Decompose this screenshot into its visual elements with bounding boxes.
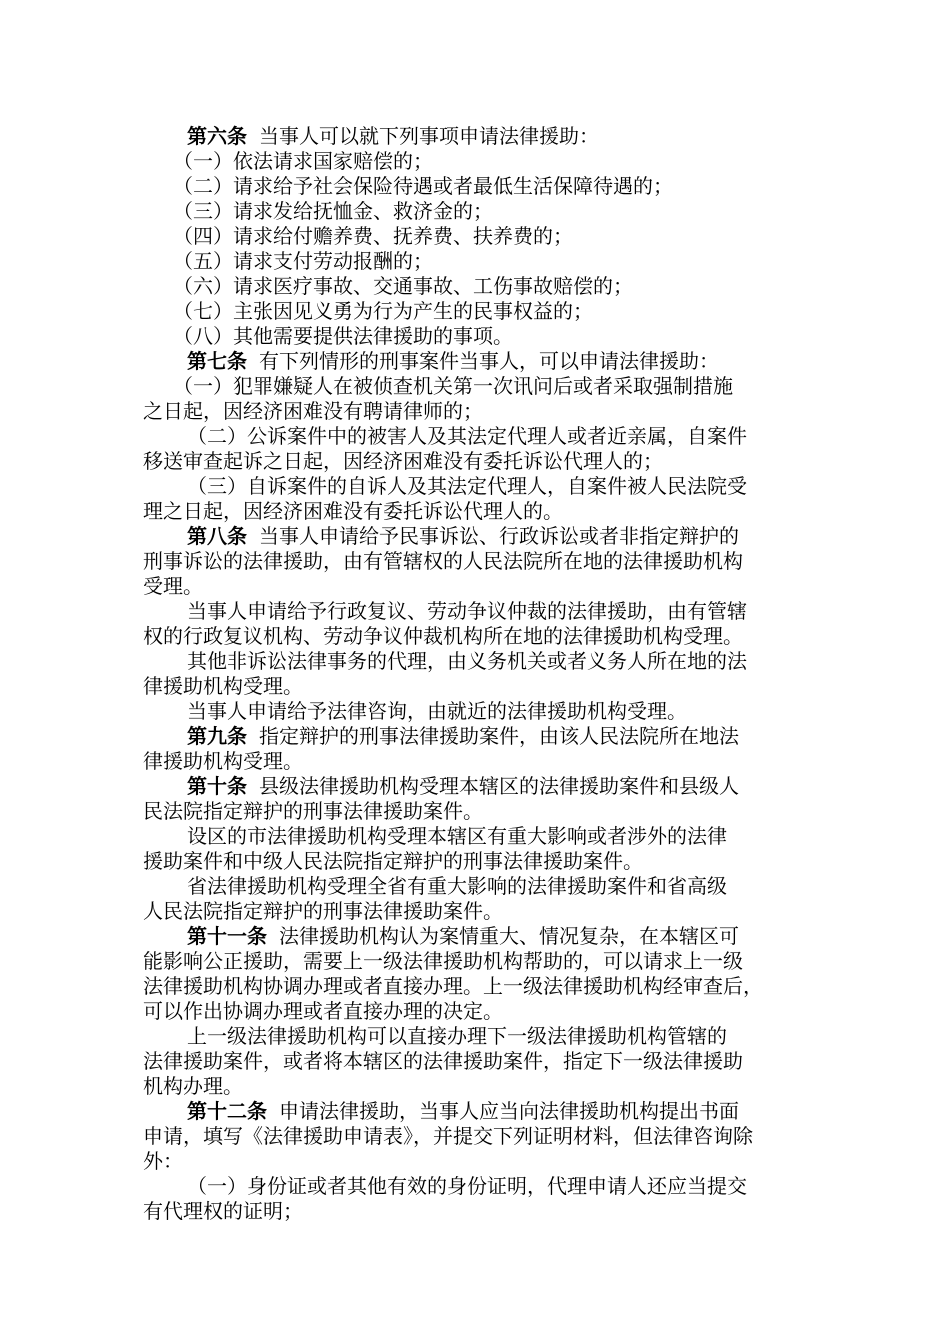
article-7-item-3-line-1: （三）自诉案件的自诉人及其法定代理人，自案件被人民法院受 — [187, 474, 747, 498]
article-11-p2-line-1: 上一级法律援助机构可以直接办理下一级法律援助机构管辖的 — [187, 1024, 727, 1048]
article-8-p1-line-1: 当事人申请给予民事诉讼、行政诉讼或者非指定辩护的 — [259, 524, 739, 548]
article-12-p1-line-3: 外： — [143, 1149, 183, 1173]
article-12-heading — [143, 1099, 739, 1123]
article-9-line-2: 律援助机构受理。 — [143, 749, 303, 773]
article-6-heading — [143, 124, 599, 148]
article-12-item-1-line-2: 有代理权的证明； — [143, 1199, 303, 1223]
article-10-title: 第十条 — [187, 774, 247, 798]
article-6-item-2: （二）请求给予社会保险待遇或者最低生活保障待遇的； — [173, 174, 673, 198]
article-8-p3-line-1: 其他非诉讼法律事务的代理，由义务机关或者义务人所在地的法 — [187, 649, 747, 673]
article-8-p2-line-2: 权的行政复议机构、劳动争议仲裁机构所在地的法律援助机构受理。 — [143, 624, 743, 648]
article-6-item-1: （一）依法请求国家赔偿的； — [173, 149, 433, 173]
article-7-item-3-line-2: 理之日起，因经济困难没有委托诉讼代理人的。 — [143, 499, 563, 523]
article-7-item-1-line-1: （一）犯罪嫌疑人在被侦查机关第一次讯问后或者采取强制措施 — [173, 374, 733, 398]
article-7-item-2-line-2: 移送审查起诉之日起，因经济困难没有委托诉讼代理人的； — [143, 449, 663, 473]
article-11-p1-line-4: 可以作出协调办理或者直接办理的决定。 — [143, 999, 503, 1023]
article-8-p2-line-1: 当事人申请给予行政复议、劳动争议仲裁的法律援助，由有管辖 — [187, 599, 747, 623]
article-8-p4: 当事人申请给予法律咨询，由就近的法律援助机构受理。 — [187, 699, 687, 723]
article-6-item-3: （三）请求发给抚恤金、救济金的； — [173, 199, 493, 223]
article-10-p3-line-2: 人民法院指定辩护的刑事法律援助案件。 — [143, 899, 503, 923]
article-8-title: 第八条 — [187, 524, 247, 548]
article-7-item-1-line-2: 之日起，因经济困难没有聘请律师的； — [143, 399, 483, 423]
article-6-item-6: （六）请求医疗事故、交通事故、工伤事故赔偿的； — [173, 274, 633, 298]
article-7-text: 有下列情形的刑事案件当事人，可以申请法律援助： — [259, 349, 719, 373]
article-10-p2-line-1: 设区的市法律援助机构受理本辖区有重大影响或者涉外的法律 — [187, 824, 727, 848]
article-9-line-1: 指定辩护的刑事法律援助案件，由该人民法院所在地法 — [259, 724, 739, 748]
article-10-p1-line-1: 县级法律援助机构受理本辖区的法律援助案件和县级人 — [259, 774, 739, 798]
article-11-p1-line-2: 能影响公正援助，需要上一级法律援助机构帮助的，可以请求上一级 — [143, 949, 743, 973]
article-7-heading — [143, 349, 719, 373]
article-8-p1-line-2: 刑事诉讼的法律援助，由有管辖权的人民法院所在地的法律援助机构 — [143, 549, 743, 573]
article-6-text: 当事人可以就下列事项申请法律援助： — [259, 124, 599, 148]
article-6-item-5: （五）请求支付劳动报酬的； — [173, 249, 433, 273]
article-12-p1-line-2: 申请，填写《法律援助申请表》，并提交下列证明材料，但法律咨询除 — [143, 1124, 753, 1148]
article-11-heading — [143, 924, 739, 948]
article-7-title: 第七条 — [187, 349, 247, 373]
article-12-title: 第十二条 — [187, 1099, 267, 1123]
article-10-p1-line-2: 民法院指定辩护的刑事法律援助案件。 — [143, 799, 483, 823]
article-11-p2-line-2: 法律援助案件，或者将本辖区的法律援助案件，指定下一级法律援助 — [143, 1049, 743, 1073]
article-6-item-7: （七）主张因见义勇为行为产生的民事权益的； — [173, 299, 593, 323]
article-6-item-4: （四）请求给付赡养费、抚养费、扶养费的； — [173, 224, 573, 248]
article-8-p1-line-3: 受理。 — [143, 574, 203, 598]
article-8-p3-line-2: 律援助机构受理。 — [143, 674, 303, 698]
article-9-title: 第九条 — [187, 724, 247, 748]
article-10-heading — [143, 774, 739, 798]
article-6-item-8: （八）其他需要提供法律援助的事项。 — [173, 324, 513, 348]
article-11-p1-line-1: 法律援助机构认为案情重大、情况复杂，在本辖区可 — [279, 924, 739, 948]
article-6-title: 第六条 — [187, 124, 247, 148]
article-11-p2-line-3: 机构办理。 — [143, 1074, 243, 1098]
article-10-p3-line-1: 省法律援助机构受理全省有重大影响的法律援助案件和省高级 — [187, 874, 727, 898]
article-8-heading — [143, 524, 739, 548]
article-7-item-2-line-1: （二）公诉案件中的被害人及其法定代理人或者近亲属，自案件 — [187, 424, 747, 448]
article-9-heading — [143, 724, 739, 748]
article-12-p1-line-1: 申请法律援助，当事人应当向法律援助机构提出书面 — [279, 1099, 739, 1123]
article-10-p2-line-2: 援助案件和中级人民法院指定辩护的刑事法律援助案件。 — [143, 849, 643, 873]
article-12-item-1-line-1: （一）身份证或者其他有效的身份证明，代理申请人还应当提交 — [187, 1174, 747, 1198]
article-11-title: 第十一条 — [187, 924, 267, 948]
article-11-p1-line-3: 法律援助机构协调办理或者直接办理。上一级法律援助机构经审查后， — [143, 974, 763, 998]
